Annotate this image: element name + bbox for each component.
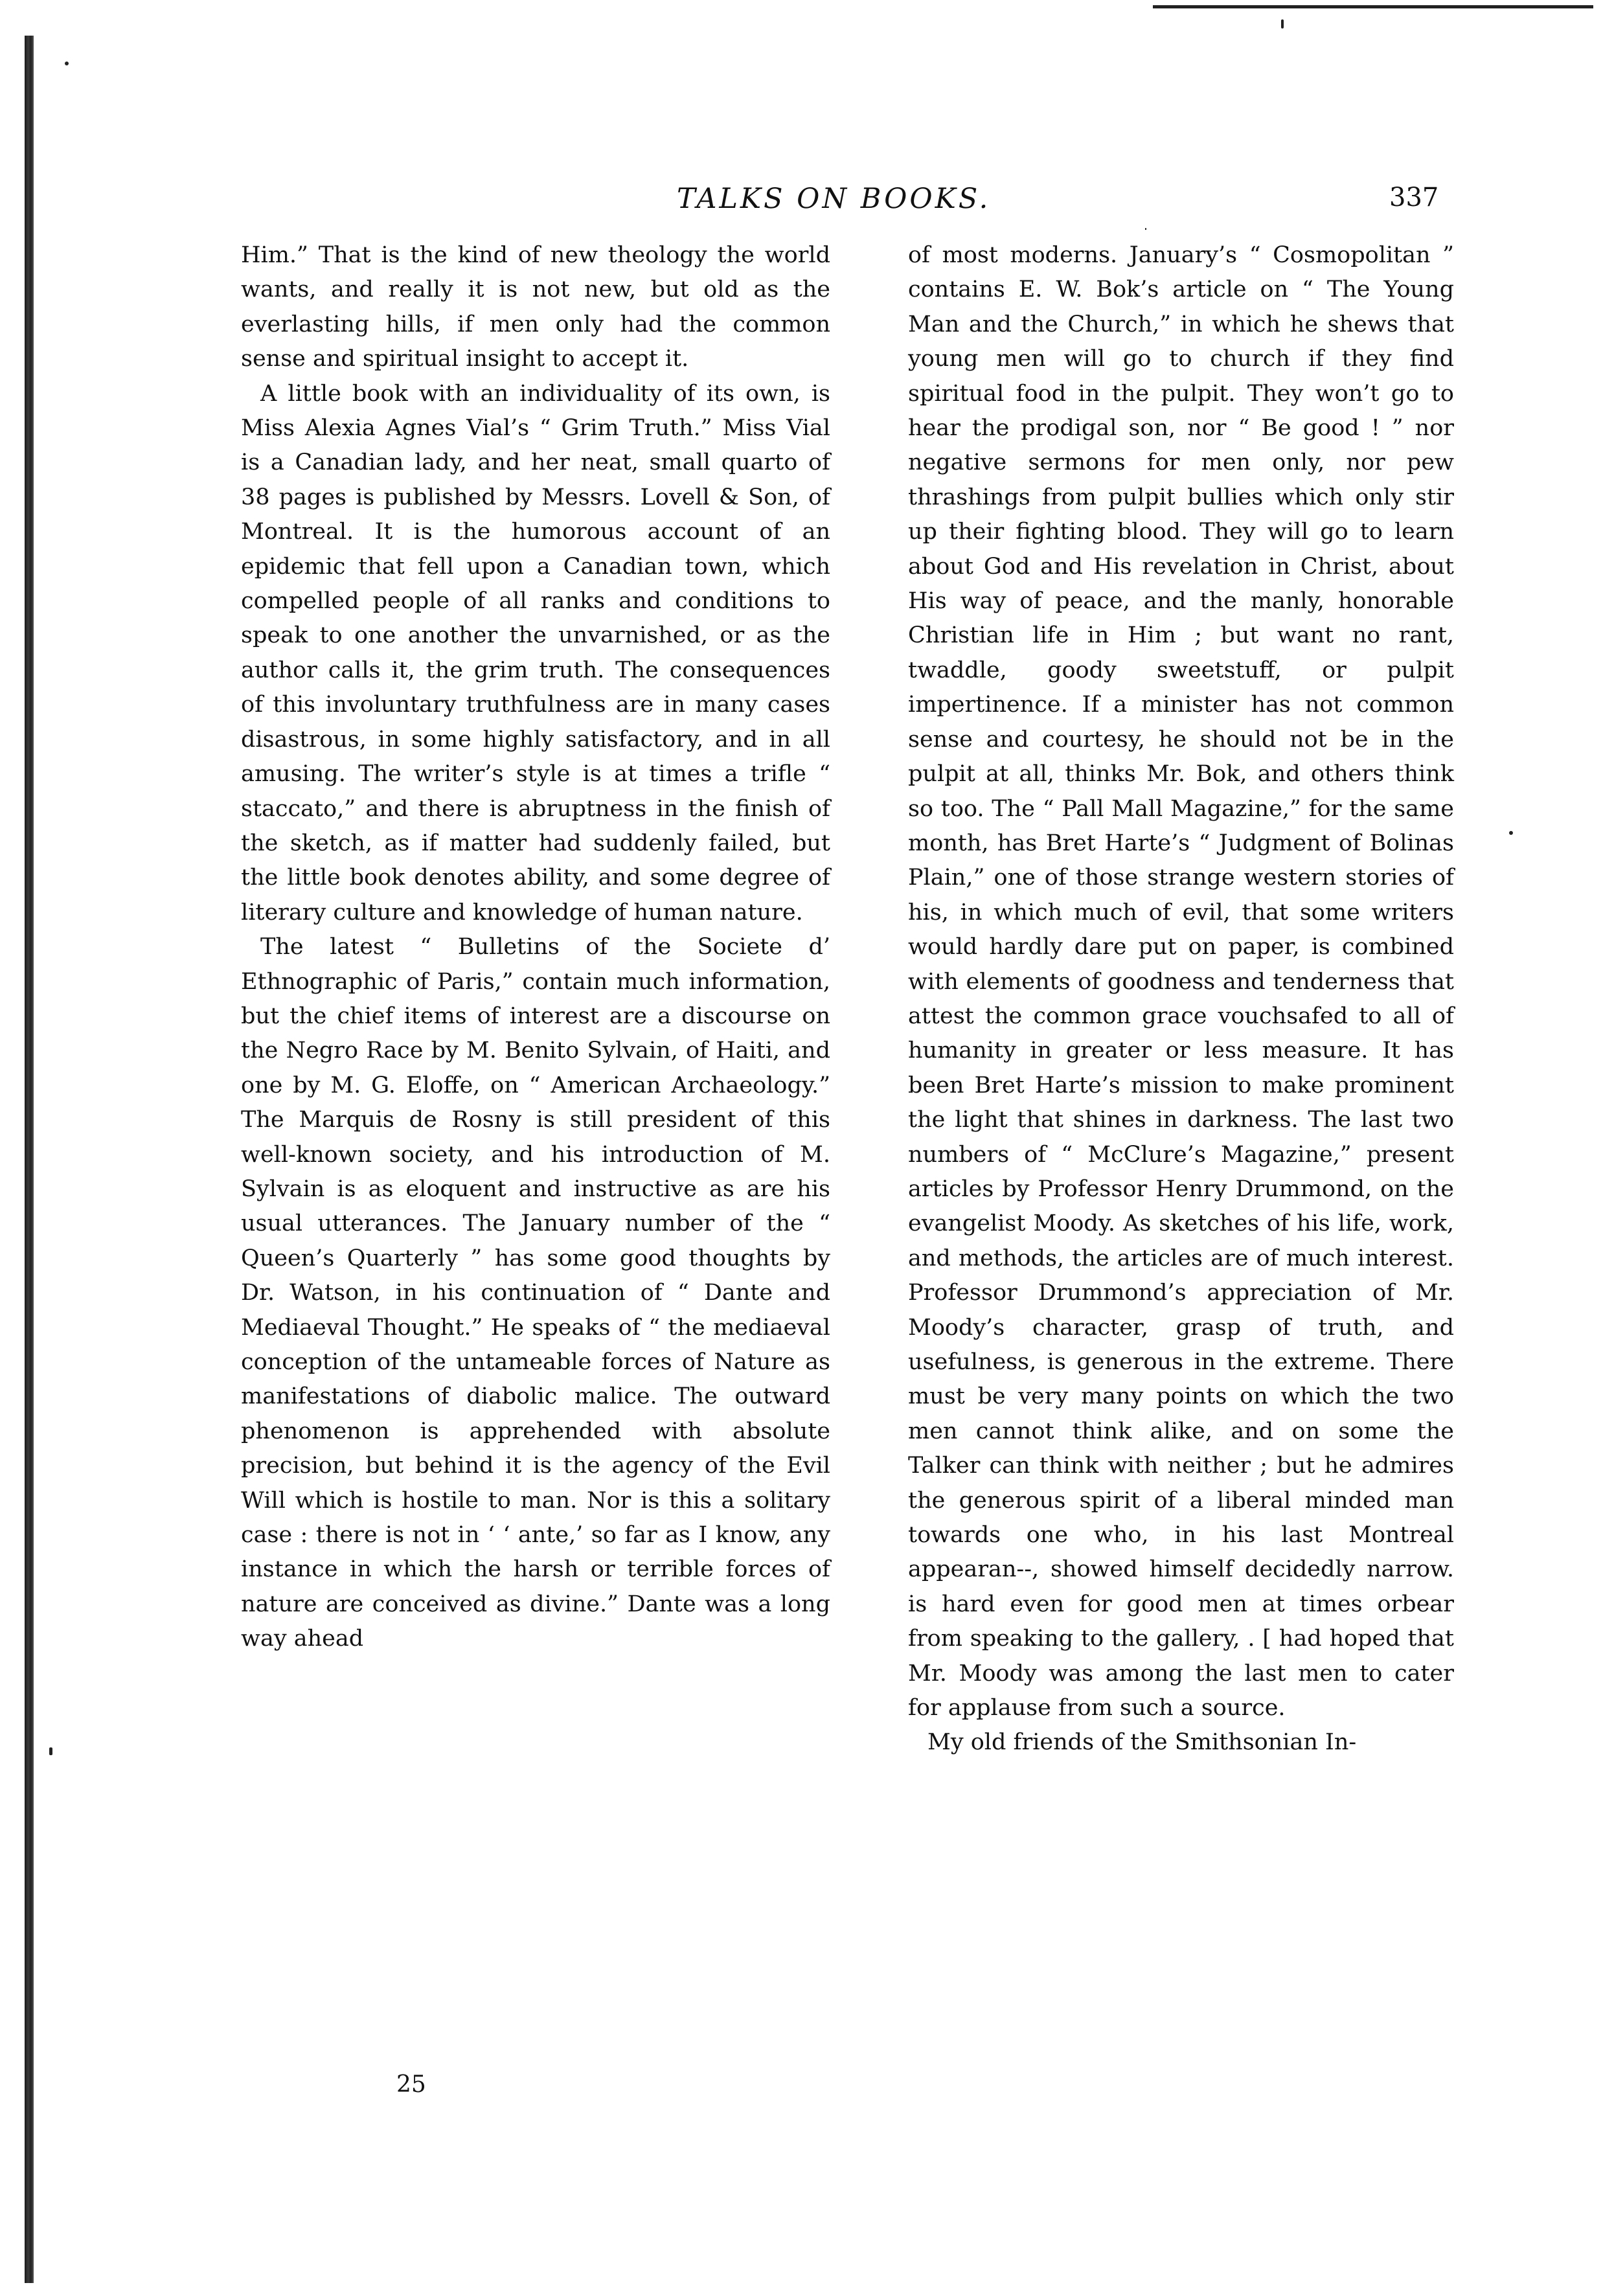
scan-top-edge <box>1153 5 1593 8</box>
running-title: TALKS ON BOOKS. <box>677 183 991 215</box>
column-divider-mark <box>1145 228 1146 230</box>
scan-binding-edge <box>25 36 34 2283</box>
scan-speck <box>1509 831 1513 835</box>
scan-speck <box>1281 19 1284 28</box>
scan-speck <box>49 1747 52 1755</box>
paragraph: A little book with an individuality of its own, is Miss Alexia Agnes Vial’s “ Grim Truth.” Miss Vial is a Canadian lady, and her neat, small quarto of 38 pages is published by Messrs. Lovell & Son, of Montreal. It is the humorous account of an epidemic that fell upon a Canadian town, which compelled people of all ranks and conditions to speak to one another the unvarnished, or as the author calls it, the grim truth. The consequences of this involuntary truthfulness are in many cases disastrous, in some highly satisfactory, and in all amusing. The writer’s style is at times a trifle “ staccato,” and there is abruptness in the finish of the sketch, as if matter had suddenly failed, but the little book denotes ability, and some degree of literary culture and knowledge of human nature. <box>241 380 830 926</box>
signature-mark: 25 <box>396 2071 426 2098</box>
scan-speck <box>65 62 69 65</box>
paragraph: Him.” That is the kind of new theology the world wants, and really it is not new, but old as the everlasting hills, if men only had the common sense and spiritual insight to accept it. <box>241 242 830 372</box>
page-number: 337 <box>1389 183 1439 212</box>
right-column <box>908 238 1454 1760</box>
paragraph: of most moderns. January’s “ Cosmopolitan ” contains E. W. Bok’s article on “ The Young Man and the Church,” in which he shews that young men will go to church if they find spiritual food in the pulpit. They won’t go to hear the prodigal son, nor “ Be good ! ” nor negative sermons for men only, nor pew thrashings from pulpit bullies which only stir up their fighting blood. They will go to learn about God and His revelation in Christ, about His way of peace, and the manly, honorable Christian life in Him ; but want no rant, twaddle, goody sweetstuff, or pulpit impertinence. If a minister has not common sense and courtesy, he should not be in the pulpit at all, thinks Mr. Bok, and others think so too. The “ Pall Mall Magazine,” for the same month, has Bret Harte’s “ Judgment of Bolinas Plain,” one of those strange western stories of his, in which much of evil, that some writers would hardly dare put on paper, is combined with elements of goodness and tenderness that attest the common grace vouchsafed to all of humanity in greater or less measure. It has been Bret Harte’s mission to make prominent the light that shines in darkness. The last two numbers of “ McClure’s Magazine,” present articles by Professor Henry Drummond, on the evangelist Moody. As sketches of his life, work, and methods, the articles are of much interest. Professor Drummond’s appreciation of Mr. Moody’s character, grasp of truth, and usefulness, is generous in the extreme. There must be very many points on which the two men cannot think alike, and on some the Talker can think with neither ; but he admires the generous spirit of a liberal minded man towards one who, in his last Montreal appearan‑‑, showed himself decidedly narrow. is hard even for good men at times orbear from speaking to the gallery, . [ had hoped that Mr. Moody was among the last men to cater for applause from such a source. <box>908 242 1454 1722</box>
paragraph: The latest “ Bulletins of the Societe d’ Ethnographic of Paris,” contain much information, but the chief items of interest are a discourse on the Negro Race by M. Benito Sylvain, of Haiti, and one by M. G. Eloffe, on “ American Archaeology.” The Marquis de Rosny is still president of this well-known society, and his introduction of M. Sylvain is as eloquent and instructive as are his usual utterances. The January number of the “ Queen’s Quarterly ” has some good thoughts by Dr. Watson, in his continuation of “ Dante and Mediaeval Thought.” He speaks of “ the mediaeval conception of the untameable forces of Nature as manifestations of diabolic malice. The outward phenomenon is apprehended with absolute precision, but behind it is the agency of the Evil Will which is hostile to man. Nor is this a solitary case : there is not in ‘ ‘ ante,’ so far as I know, any instance in which the harsh or terrible forces of nature are conceived as divine.” Dante was a long way ahead <box>241 934 830 1652</box>
paragraph: My old friends of the Smithsonian In- <box>927 1729 1357 1756</box>
left-column <box>241 238 830 1657</box>
page-header <box>0 183 1614 222</box>
